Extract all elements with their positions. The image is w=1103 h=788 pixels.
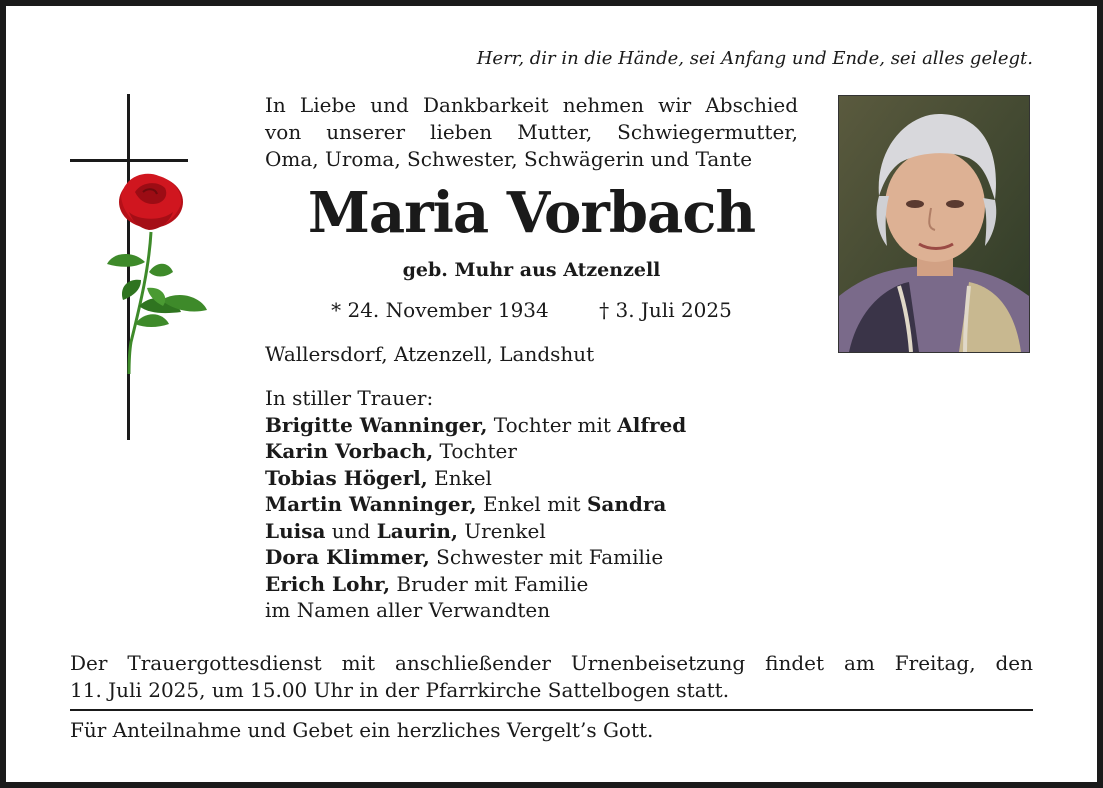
- life-dates: [265, 298, 798, 322]
- deceased-name: Maria Vorbach: [307, 180, 756, 246]
- portrait-illustration: [839, 96, 1029, 352]
- mourners-heading: In stiller Trauer:: [265, 386, 434, 410]
- intro-line: von unserer lieben Mutter, Schwiegermutter,: [265, 120, 798, 144]
- service-line: Der Trauergottesdienst mit anschließender Urnenbeisetzung findet am Freitag, den: [70, 651, 1033, 675]
- mourner-row: Karin Vorbach, Tochter: [265, 439, 517, 463]
- mourner-row: Dora Klimmer, Schwester mit Familie: [265, 545, 664, 569]
- mourners-list: [265, 385, 686, 624]
- mourners-footer: im Namen aller Verwandten: [265, 598, 551, 622]
- birth-name: geb. Muhr aus Atzenzell: [402, 259, 661, 281]
- intro-line: Oma, Uroma, Schwester, Schwägerin und Tante: [265, 147, 753, 171]
- mourner-row: Brigitte Wanninger, Tochter mit Alfred: [265, 412, 687, 437]
- mourner-row: Martin Wanninger, Enkel mit Sandra: [265, 492, 667, 516]
- intro-line: In Liebe und Dankbarkeit nehmen wir Abschied: [265, 93, 798, 117]
- service-line: 11. Juli 2025, um 15.00 Uhr in der Pfarrkirche Sattelbogen statt.: [70, 678, 730, 702]
- intro-text: [265, 92, 798, 173]
- places-line: Wallersdorf, Atzenzell, Landshut: [265, 342, 595, 366]
- portrait-photo: [838, 95, 1030, 353]
- mourner-row: Erich Lohr, Bruder mit Familie: [265, 571, 589, 596]
- mourner-row: Luisa und Laurin, Urenkel: [265, 518, 546, 543]
- death-date: † 3. Juli 2025: [599, 298, 732, 322]
- divider-line: [70, 709, 1033, 711]
- service-info: [70, 650, 1033, 704]
- thanks-line: Für Anteilnahme und Gebet ein herzliches Vergelt’s Gott.: [70, 718, 654, 742]
- motto-verse: Herr, dir in die Hände, sei Anfang und Ende, sei alles gelegt.: [476, 48, 1033, 69]
- cross-with-rose-icon: [65, 92, 215, 442]
- birth-date: * 24. November 1934: [331, 298, 549, 322]
- mourner-row: Tobias Högerl, Enkel: [265, 465, 492, 490]
